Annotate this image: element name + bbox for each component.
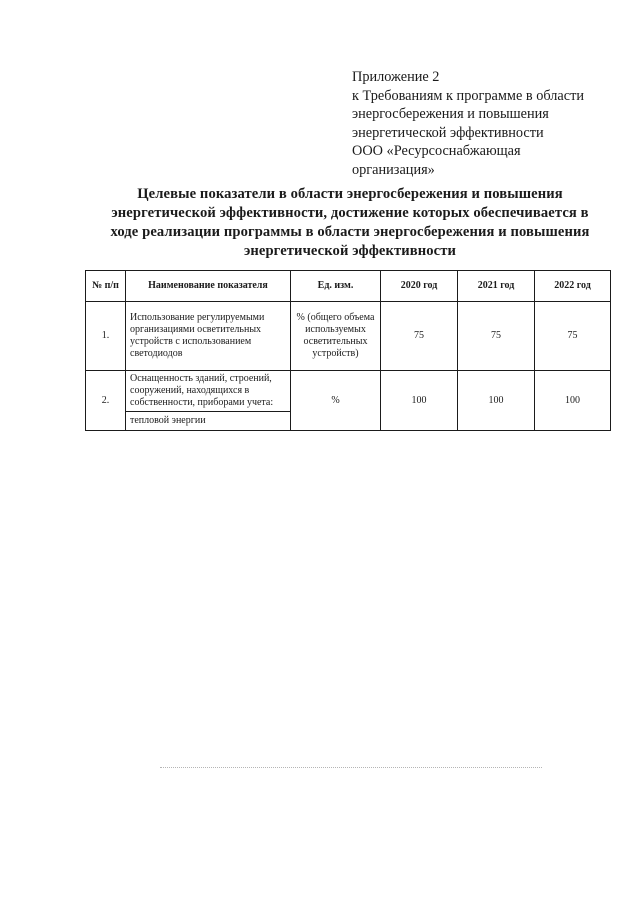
header-2020: 2020 год bbox=[381, 271, 458, 302]
row-value-2022: 100 bbox=[535, 371, 611, 431]
appendix-header-line: к Требованиям к программе в области bbox=[352, 87, 584, 104]
header-name: Наименование показателя bbox=[126, 271, 291, 302]
document-title-line: энергетической эффективности bbox=[243, 243, 457, 259]
row-name: Использование регулируемыми организациями осветительных устройств с использованием светодиодов bbox=[126, 302, 291, 371]
header-unit: Ед. изм. bbox=[291, 271, 381, 302]
appendix-header-line: энергосбережения и повышения bbox=[352, 106, 549, 122]
row-unit-text: % (общего объема используемых осветительных устройств) bbox=[296, 312, 375, 359]
document-title-line: Целевые показатели в области энергосбережения и повышения bbox=[137, 186, 563, 202]
row-value-2022: 75 bbox=[535, 302, 611, 371]
document-title-line: энергетической эффективности, достижение которых обеспечивается в bbox=[111, 205, 589, 221]
header-2022: 2022 год bbox=[535, 271, 611, 302]
header-2021: 2021 год bbox=[458, 271, 535, 302]
row-value-2021: 75 bbox=[458, 302, 535, 371]
appendix-header bbox=[352, 68, 622, 179]
document-title-line: ходе реализации программы в области энергосбережения и повышения bbox=[110, 224, 590, 240]
table-header-row bbox=[86, 271, 611, 302]
row-number: 2. bbox=[86, 371, 126, 431]
row-unit: % bbox=[291, 371, 381, 431]
table-row bbox=[86, 371, 611, 412]
targets-table bbox=[85, 270, 611, 431]
document-title bbox=[92, 185, 608, 261]
appendix-header-line: Приложение 2 bbox=[352, 69, 440, 85]
row-value-2020: 75 bbox=[381, 302, 458, 371]
scan-artifact-line bbox=[160, 767, 542, 768]
row-value-2020: 100 bbox=[381, 371, 458, 431]
appendix-header-line: энергетической эффективности bbox=[352, 124, 544, 141]
row-number: 1. bbox=[86, 302, 126, 371]
row-unit bbox=[291, 302, 381, 371]
table-row bbox=[86, 302, 611, 371]
row-sub-name: тепловой энергии bbox=[126, 412, 291, 431]
row-value-2021: 100 bbox=[458, 371, 535, 431]
appendix-header-line: организация» bbox=[352, 161, 435, 178]
header-number: № п/п bbox=[86, 271, 126, 302]
row-name: Оснащенность зданий, строений, сооружений, находящихся в собственности, приборами учета: bbox=[126, 371, 291, 412]
appendix-header-line: ООО «Ресурсоснабжающая bbox=[352, 143, 521, 159]
